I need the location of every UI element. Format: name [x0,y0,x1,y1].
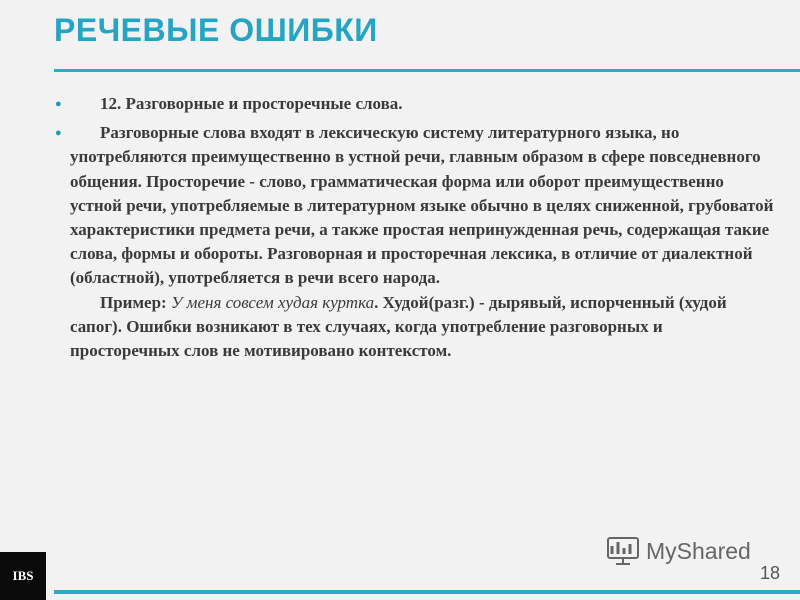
presentation-icon [606,536,640,566]
watermark [606,536,751,566]
watermark-text: MyShared [646,537,751,564]
bullet-icon: ● [55,127,62,140]
example-tail-text: . Худой(разг.) - дырявый, испорченный (худой сапог). Ошибки возникают в тех случаях, когда употребление разговорных и просторечных слов не мотивировано контекстом. [70,292,727,361]
bullet-item-heading [54,92,774,116]
example-text: У меня совсем худая куртка [170,292,375,312]
bullet-item-body [54,121,774,363]
example-label: Пример: [100,292,167,312]
bullet-icon: ● [55,98,62,110]
brand-logo [0,552,46,600]
slide-title: РЕЧЕВЫЕ ОШИБКИ [54,12,378,48]
slide-content [54,92,774,368]
bottom-divider [54,590,800,594]
body-paragraph-text: Разговорные слова входят в лексическую систему литературного языка, но употребляются преимущественно в устной речи, главным образом в сфере повседневного общения. Просторечие - слово, грамматическая форма или оборот преимущественно устной речи, употребляемые в литературном языке обычно в целях сниженной, грубоватой характеристики предмета речи, а также простая непринужденная речь, содержащая такие слова, формы и обороты. Разговорная и просторечная лексика, в отличие от диалектной (областной), употребляется в речи всего народа. [70,123,774,288]
page-number: 18 [760,563,781,583]
bullet-heading-text: 12. Разговорные и просторечные слова. [100,94,403,113]
brand-logo-text: IBS [12,568,34,583]
title-divider [54,69,800,72]
